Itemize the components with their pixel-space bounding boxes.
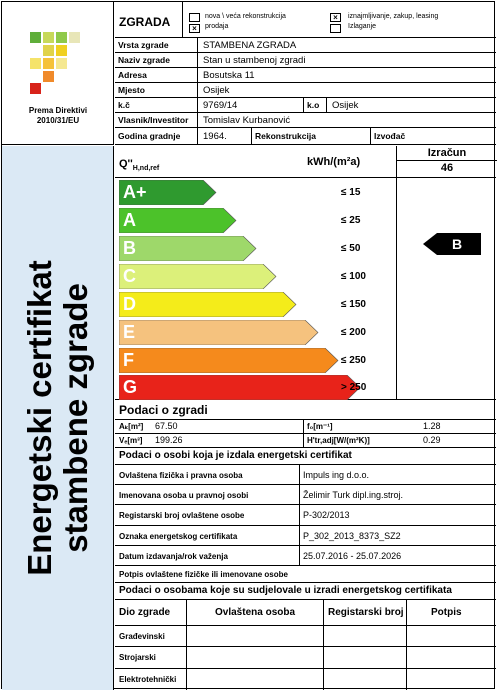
energy-bar-4 [119, 264, 277, 289]
current-class-marker [423, 233, 481, 255]
option-sale-label: prodaja [205, 23, 229, 30]
energy-bar-limit: ≤ 100 [341, 271, 366, 282]
q-label: $Q''_{H,nd,ref}$ [119, 158, 160, 173]
issuer-row [115, 485, 496, 505]
checkbox-sale[interactable]: × [189, 24, 200, 33]
vrsta-value: STAMBENA ZGRADA [203, 40, 297, 51]
mjesto-row [115, 83, 496, 98]
energy-bar-label: G [123, 377, 138, 397]
ko-label: k.o [307, 100, 320, 110]
energy-bar-limit: ≤ 15 [341, 187, 361, 198]
energy-bar-8 [119, 375, 361, 400]
mjesto-label: Mjesto [118, 85, 145, 95]
energy-bar-limit: > 250 [341, 382, 367, 393]
energy-bar-label: C [123, 266, 136, 286]
energy-bar-limit: ≤ 150 [341, 299, 366, 310]
godina-row [115, 128, 496, 145]
issuer-row [115, 505, 496, 525]
rekon-label: Rekonstrukcija [255, 131, 316, 141]
directive-label: Prema Direktivi 2010/31/EU [28, 106, 88, 125]
ko-value: Osijek [332, 100, 359, 111]
certificate-title [22, 260, 94, 575]
building-data-row-1 [115, 420, 496, 434]
ht-label: H'tr,adj[W/(m²K)] [307, 436, 370, 445]
f0-value: 1.28 [423, 421, 441, 431]
naziv-row [115, 53, 496, 68]
f0-label: f₀[m⁻¹] [307, 422, 333, 431]
kc-label: k.č [118, 100, 130, 110]
calculation-value: 46 [440, 162, 454, 174]
issuer-row-value: P_302_2013_8373_SZ2 [303, 530, 401, 541]
issuer-row-label: Registarski broj ovlaštene osobe [119, 511, 245, 521]
issuer-title: Podaci o osobi koja je izdala energetski certifikat [119, 450, 352, 461]
current-class-label: B [451, 236, 463, 252]
participant-part: Građevinski [119, 632, 165, 641]
godina-value: 1964. [203, 131, 227, 142]
unit-label: kWh/(m²a) [307, 156, 361, 168]
energy-bar-limit: ≤ 250 [341, 355, 366, 366]
adresa-value: Bosutska 11 [203, 70, 255, 81]
zgrada-label: ZGRADA [119, 15, 171, 29]
col-reg: Registarski broj [328, 607, 404, 618]
energy-bar-label: A+ [123, 182, 147, 202]
calculation-title: Izračun [397, 147, 497, 161]
participant-row [115, 626, 496, 647]
issuer-row [115, 526, 496, 546]
godina-label: Godina gradnje [118, 131, 181, 141]
participant-part: Strojarski [119, 653, 156, 663]
option-rent-label: iznajmljivanje, zakup, leasing [348, 13, 439, 20]
certificate-page [1, 1, 495, 689]
eu-energy-logo [30, 32, 80, 94]
ak-label: Aₖ[m²] [119, 422, 144, 431]
issuer-row [115, 465, 496, 485]
energy-bar-label: E [123, 322, 136, 342]
building-data-title-row [115, 400, 496, 420]
building-data-row-2 [115, 434, 496, 448]
vlasnik-value: Tomislav Kurbanović [203, 115, 291, 126]
issuer-row [115, 546, 496, 566]
issuer-row-value: Želimir Turk dipl.ing.stroj. [303, 490, 404, 501]
vlasnik-label: Vlasnik/Investitor [118, 115, 189, 125]
issuer-row-value: 25.07.2016 - 25.07.2026 [303, 550, 402, 561]
energy-bar-limit: ≤ 50 [341, 243, 361, 254]
energy-bar-label: A [123, 210, 136, 230]
vrsta-label: Vrsta zgrade [118, 40, 169, 50]
energy-bar-3 [119, 236, 257, 261]
checkbox-display[interactable] [330, 24, 341, 33]
energy-bar-label: F [123, 350, 134, 370]
kc-value: 9769/14 [203, 100, 238, 111]
participant-part: Elektrotehnički [119, 674, 177, 684]
ve-label: Vₑ[m³] [119, 436, 143, 445]
energy-bar-limit: ≤ 200 [341, 327, 366, 338]
logo-panel [2, 2, 114, 145]
side-panel [2, 146, 114, 690]
energy-bar-1 [119, 180, 217, 205]
energy-bar-6 [119, 320, 319, 345]
izvodac-label: Izvođač [374, 131, 406, 141]
col-sign: Potpis [431, 607, 462, 618]
participants-title: Podaci o osobama koje su sudjelovale u izradi energetskog certifikata [119, 585, 452, 596]
energy-bar-limit: ≤ 25 [341, 215, 361, 226]
issuer-row-value: P-302/2013 [303, 510, 350, 521]
issuer-row-value: Impuls ing d.o.o. [303, 470, 370, 480]
energy-bar-7 [119, 348, 339, 373]
title-line-1: Energetski certifikat [21, 260, 58, 576]
energy-bar-label: D [123, 294, 136, 314]
issuer-row-label: Imenovana osoba u pravnoj osobi [119, 491, 249, 501]
checkbox-rent[interactable]: × [330, 13, 341, 22]
energy-header [115, 146, 496, 178]
participant-row [115, 669, 496, 690]
participants-title-row [115, 583, 496, 600]
calculation-box [396, 146, 496, 178]
adresa-label: Adresa [118, 70, 147, 80]
adresa-row [115, 68, 496, 83]
kc-row [115, 98, 496, 113]
signature-row [115, 566, 496, 583]
naziv-label: Naziv zgrade [118, 55, 170, 65]
option-new-label: nova \ veća rekonstrukcija [205, 13, 286, 20]
vlasnik-row [115, 113, 496, 128]
vrsta-row [115, 38, 496, 53]
ht-value: 0.29 [423, 435, 441, 445]
col-person: Ovlaštena osoba [215, 607, 296, 618]
col-part: Dio zgrade [119, 607, 171, 618]
energy-bar-5 [119, 292, 297, 317]
issuer-row-label: Datum izdavanja/rok važenja [119, 551, 228, 561]
energy-bar-label: B [123, 238, 136, 258]
ve-value: 199.26 [155, 435, 183, 445]
signature-label: Potpis ovlaštene fizičke ili imenovane osobe [119, 570, 288, 579]
naziv-value: Stan u stambenoj zgradi [203, 55, 306, 66]
ak-value: 67.50 [155, 421, 178, 431]
zgrada-row [115, 2, 496, 38]
participants-header [115, 600, 496, 626]
issuer-row-label: Ovlaštena fizička i pravna osoba [119, 471, 243, 480]
energy-class-section [115, 146, 496, 400]
option-display-label: Izlaganje [348, 23, 377, 30]
energy-bar-2 [119, 208, 237, 233]
building-data-title: Podaci o zgradi [119, 403, 208, 417]
title-line-2: stambene zgrade [57, 283, 94, 553]
issuer-row-label: Oznaka energetskog certifikata [119, 531, 238, 541]
participant-row [115, 647, 496, 668]
mjesto-value: Osijek [203, 85, 230, 96]
issuer-title-row [115, 448, 496, 465]
checkbox-new[interactable] [189, 13, 200, 22]
